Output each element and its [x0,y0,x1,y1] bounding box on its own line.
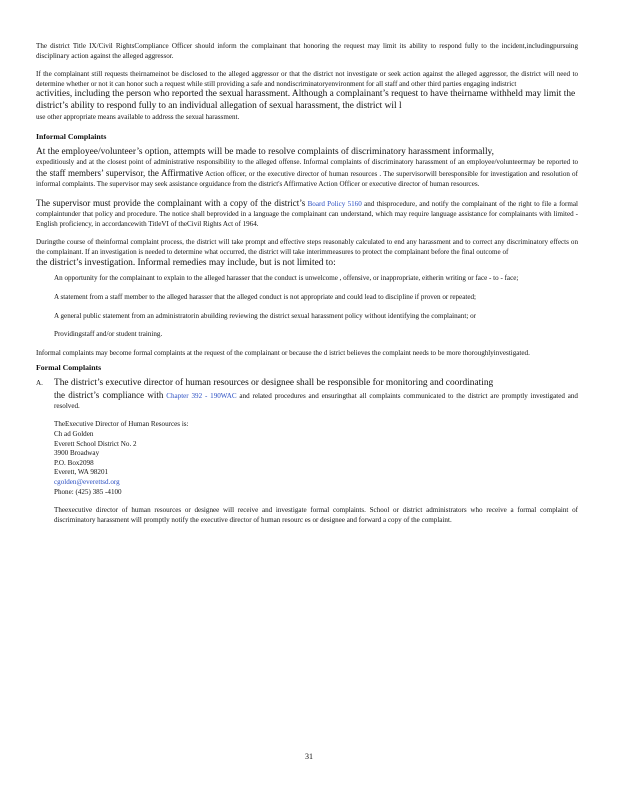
informal-option-text-4: Action officer, or the executive director of human resources . The supervisorwill beresponsible for investigation and resolution of informal complaints. The supervisor may seek assistance orguidance from the district's Affirmative Action Officer or executive director of human resources. [36,169,578,188]
contact-phone: Phone: (425) 385 -4100 [54,487,122,496]
contact-po-box: P.O. Box2098 [54,458,94,467]
paragraph-formal-receipt: Theexecutive director of human resources or designee will receive and investigate formal complaints. School or district administrators who receive a formal complaint of discriminatory harassment will promptly notify the executive director of human resourc es or designee and forward a copy of the complaint. [54,506,578,524]
paragraph-confidentiality [36,70,578,122]
chapter-392-190-wac-link[interactable]: Chapter 392 - 190WAC [166,392,237,401]
confidentiality-text-3: use other appropriate means available to address the sexual harassment. [36,112,240,121]
page-number: 31 [305,752,313,761]
section-a-text-3: and related procedures and ensuringthat all complaints communicated to the district are promptly investigated and resolved. [54,392,578,410]
list-item [36,293,578,303]
interim-measures-text-1: Duringthe course of theinformal complaint process, the district will take prompt and effective steps reasonably calculated to end any harassment and to correct any discriminatory effects on the complainant. If an investigation is needed to determine what occurred, the district will take interimmeasures to protect the complainant before the final outcome of [36,238,578,256]
paragraph-title-ix-notice: The district Title IX/Civil RightsCompliance Officer should inform the complainant that honoring the request may limit its ability to respond fully to the incident,includingpursuing disciplinary action against the alleged aggressor. [36,42,578,60]
paragraph-interim-measures [36,238,578,269]
list-item [36,312,578,322]
list-item-text: A statement from a staff member to the alleged harasser that the alleged conduct is not appropriate and could lead to discipline if proven or repeated; [54,292,476,301]
confidentiality-text-1: If the complainant still requests theirnameinot be disclosed to the alleged aggressor or that the district not investigate or seek action against the alleged aggressor, the district will need to determine whether or not it can honor such a request while still providing a safe and nondiscriminatoryenvironment for all staff and other third parties engaging indistrict [36,70,578,88]
list-item-text: A general public statement from an administratorin abuilding reviewing the district sexual harassment policy without identifying the complainant; or [54,311,476,320]
paragraph-informal-to-formal: Informal complaints may become formal complaints at the request of the complainant or because the d istrict believes the complaint needs to be more thoroughlyinvestigated. [36,348,530,357]
supervisor-notice-text-1: The supervisor must provide the complainant with a copy of the district’s [36,198,306,209]
contact-name: Ch ad Golden [54,430,94,439]
list-item-text: Providingstaff and/or student training. [54,330,163,339]
informal-complaints-heading: Informal Complaints [36,131,107,141]
list-item-text: An opportunity for the complainant to explain to the alleged harasser that the conduct is unwelcome , offensive, or inappropriate, eitherin writing or face - to - face; [54,274,519,283]
section-a-text-1: The district’s executive director of human resources or designee shall be responsible for monitoring and coordinating [54,378,494,389]
section-a-text-2: the district’s compliance with [54,390,164,401]
formal-complaints-heading: Formal Complaints [36,363,102,373]
informal-option-text-2: expeditiously and at the closest point of administrative responsibility to the alleged offense. Informal complaints of discriminatory harassment of an employee/volunteermay be reported to [36,158,578,167]
list-item [36,330,578,340]
informal-remedies-list [36,274,578,339]
confidentiality-text-2: activities, including the person who reported the sexual harassment. Although a complainant’s request to have theirname withheld may limit the district’s ability to respond fully to an individual allegation of sexual harassment, the district wil l [36,89,576,112]
supervisor-notice-text-2: and thisprocedure, and notify the complainant of the right to file a formal complaintunder that policy and procedure. The notice shall beprovided in a language the complainant can understand, which may require language assistance for complainants with limited - English proficiency, in accordancewith TitleVI of theCivil Rights Act of 1964. [36,200,578,228]
contact-street: 3900 Broadway [54,449,100,458]
paragraph-informal-option [36,147,578,190]
paragraph-supervisor-notice [36,198,578,229]
board-policy-5160-link[interactable]: Board Policy 5160 [307,200,362,209]
informal-option-text-3: the staff members’ supervisor, the Affirmative [36,167,204,178]
section-a-letter: A. [36,379,43,388]
document-page [36,42,578,525]
informal-option-text-1: At the employee/volunteer’s option, attempts will be made to resolve complaints of discriminatory harassment informally, [36,146,494,157]
section-a [36,378,578,411]
contact-organization: Everett School District No. 2 [54,439,137,448]
contact-email-link[interactable]: cgolden@everettsd.org [54,478,120,487]
paragraph-formal-receipt-wrap [36,506,578,525]
contact-city: Everett, WA 98201 [54,468,109,477]
interim-measures-text-2: the district’s investigation. Informal remedies may include, but is not limited to: [36,257,336,268]
contact-block [36,420,578,497]
list-item [36,274,578,284]
contact-title: TheExecutive Director of Human Resources is: [54,420,189,429]
